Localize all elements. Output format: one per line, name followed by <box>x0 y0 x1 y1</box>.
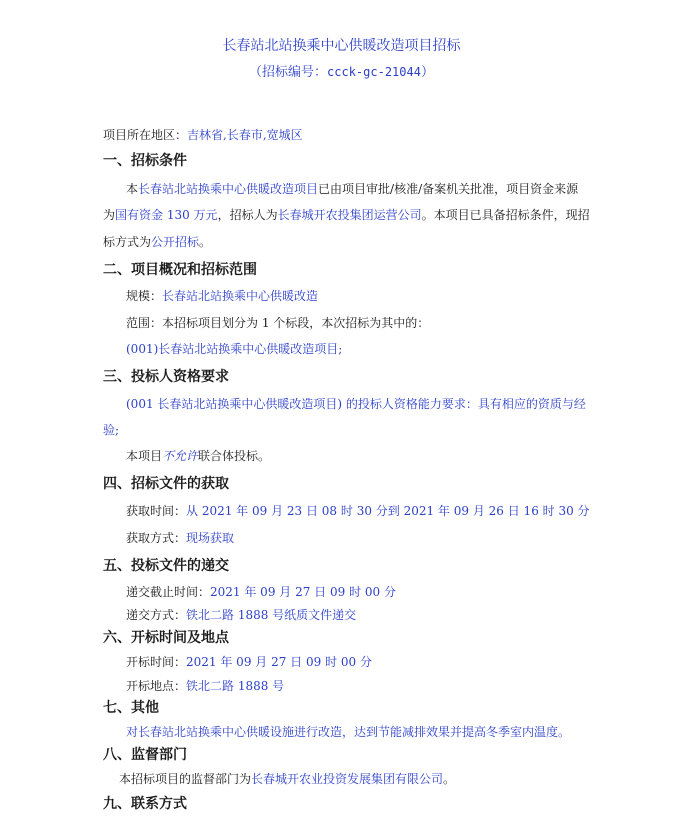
s4-time-value: 从 2021 年 09 月 23 日 08 时 30 分到 2021 年 09 月 26 日 16 时 30 分 <box>186 504 590 518</box>
section-9-heading: 九、联系方式 <box>103 796 187 812</box>
s1-text-6: 标方式为 <box>103 235 152 249</box>
bid-number: ccck-gc-21044 <box>327 65 421 79</box>
location-line <box>103 126 303 143</box>
s3-joint-status: 不允许 <box>162 449 199 463</box>
s1-line-1 <box>126 180 578 197</box>
s1-text-4: ，招标人为 <box>217 208 278 222</box>
s6-time-line <box>126 653 372 670</box>
s8-dept: 长春城开农业投资发展集团有限公司 <box>251 772 444 786</box>
section-2-heading: 二、项目概况和招标范围 <box>103 262 257 278</box>
s8-text-2: 。 <box>443 772 456 786</box>
section-5-heading: 五、投标文件的递交 <box>103 558 229 574</box>
s6-place-label: 开标地点： <box>126 679 187 693</box>
s3-joint-pre: 本项目 <box>126 449 163 463</box>
section-4-heading: 四、招标文件的获取 <box>103 476 229 492</box>
s2-range-line: 范围：本招标项目划分为 1 个标段，本次招标为其中的： <box>126 316 430 330</box>
document-title: 长春站北站换乘中心供暖改造项目招标 <box>222 38 461 54</box>
section-1-heading: 一、招标条件 <box>103 153 187 169</box>
s5-way-label: 递交方式： <box>126 608 187 622</box>
subtitle-prefix: （招标编号： <box>249 65 328 80</box>
s2-scale-label: 规模： <box>126 289 163 303</box>
s8-line <box>119 770 455 787</box>
s2-lot-line: (001)长春站北站换乘中心供暖改造项目; <box>126 342 343 356</box>
s5-deadline-label: 递交截止时间： <box>126 585 211 599</box>
bid-number-line <box>0 61 683 80</box>
location-value: 吉林省,长春市,宽城区 <box>187 128 303 142</box>
s4-time-label: 获取时间： <box>126 504 187 518</box>
s3-requirement-line-2: 验; <box>103 423 120 437</box>
location-label: 项目所在地区： <box>103 128 188 142</box>
section-6-heading: 六、开标时间及地点 <box>103 630 229 646</box>
s4-way-line <box>126 529 234 546</box>
s2-scale-line <box>126 287 318 304</box>
s1-tenderer: 长春城开农投集团运营公司 <box>277 208 422 222</box>
subtitle-suffix: ） <box>420 65 434 80</box>
s4-time-line <box>126 502 590 519</box>
s1-fund: 国有资金 130 万元 <box>115 208 218 222</box>
s1-line-2 <box>103 206 590 223</box>
section-8-heading: 八、监督部门 <box>103 747 187 763</box>
s1-text-2: 已由项目审批/核准/备案机关批准，项目资金来源 <box>318 182 579 196</box>
s4-way-value: 现场获取 <box>186 531 235 545</box>
s4-way-label: 获取方式： <box>126 531 187 545</box>
section-3-heading: 三、投标人资格要求 <box>103 369 229 385</box>
s3-requirement-line-1: (001 长春站北站换乘中心供暖改造项目) 的投标人资格能力要求：具有相应的资质与经 <box>126 397 586 411</box>
s1-text-1: 本 <box>126 182 139 196</box>
s1-method: 公开招标 <box>151 235 200 249</box>
s1-line-3 <box>103 233 211 250</box>
s2-scale-value: 长春站北站换乘中心供暖改造 <box>162 289 319 303</box>
s6-place-line <box>126 677 284 694</box>
s5-way-value: 铁北二路 1888 号纸质文件递交 <box>186 608 357 622</box>
s1-text-3: 为 <box>103 208 116 222</box>
s5-deadline-value: 2021 年 09 月 27 日 09 时 00 分 <box>210 585 396 599</box>
s7-text: 对长春站北站换乘中心供暖设施进行改造，达到节能减排效果并提高冬季室内温度。 <box>126 725 571 739</box>
s5-way-line <box>126 606 356 623</box>
s5-deadline-line <box>126 583 396 600</box>
s3-joint-line <box>126 447 270 464</box>
s6-time-label: 开标时间： <box>126 655 187 669</box>
section-7-heading: 七、其他 <box>103 700 159 716</box>
s6-time-value: 2021 年 09 月 27 日 09 时 00 分 <box>186 655 372 669</box>
s6-place-value: 铁北二路 1888 号 <box>186 679 285 693</box>
s1-text-5: 。本项目已具备招标条件，现招 <box>421 208 590 222</box>
s1-text-7: 。 <box>199 235 212 249</box>
s3-joint-post: 联合体投标。 <box>198 449 271 463</box>
s8-text-1: 本招标项目的监督部门为 <box>119 772 252 786</box>
s1-project-name: 长春站北站换乘中心供暖改造项目 <box>138 182 319 196</box>
